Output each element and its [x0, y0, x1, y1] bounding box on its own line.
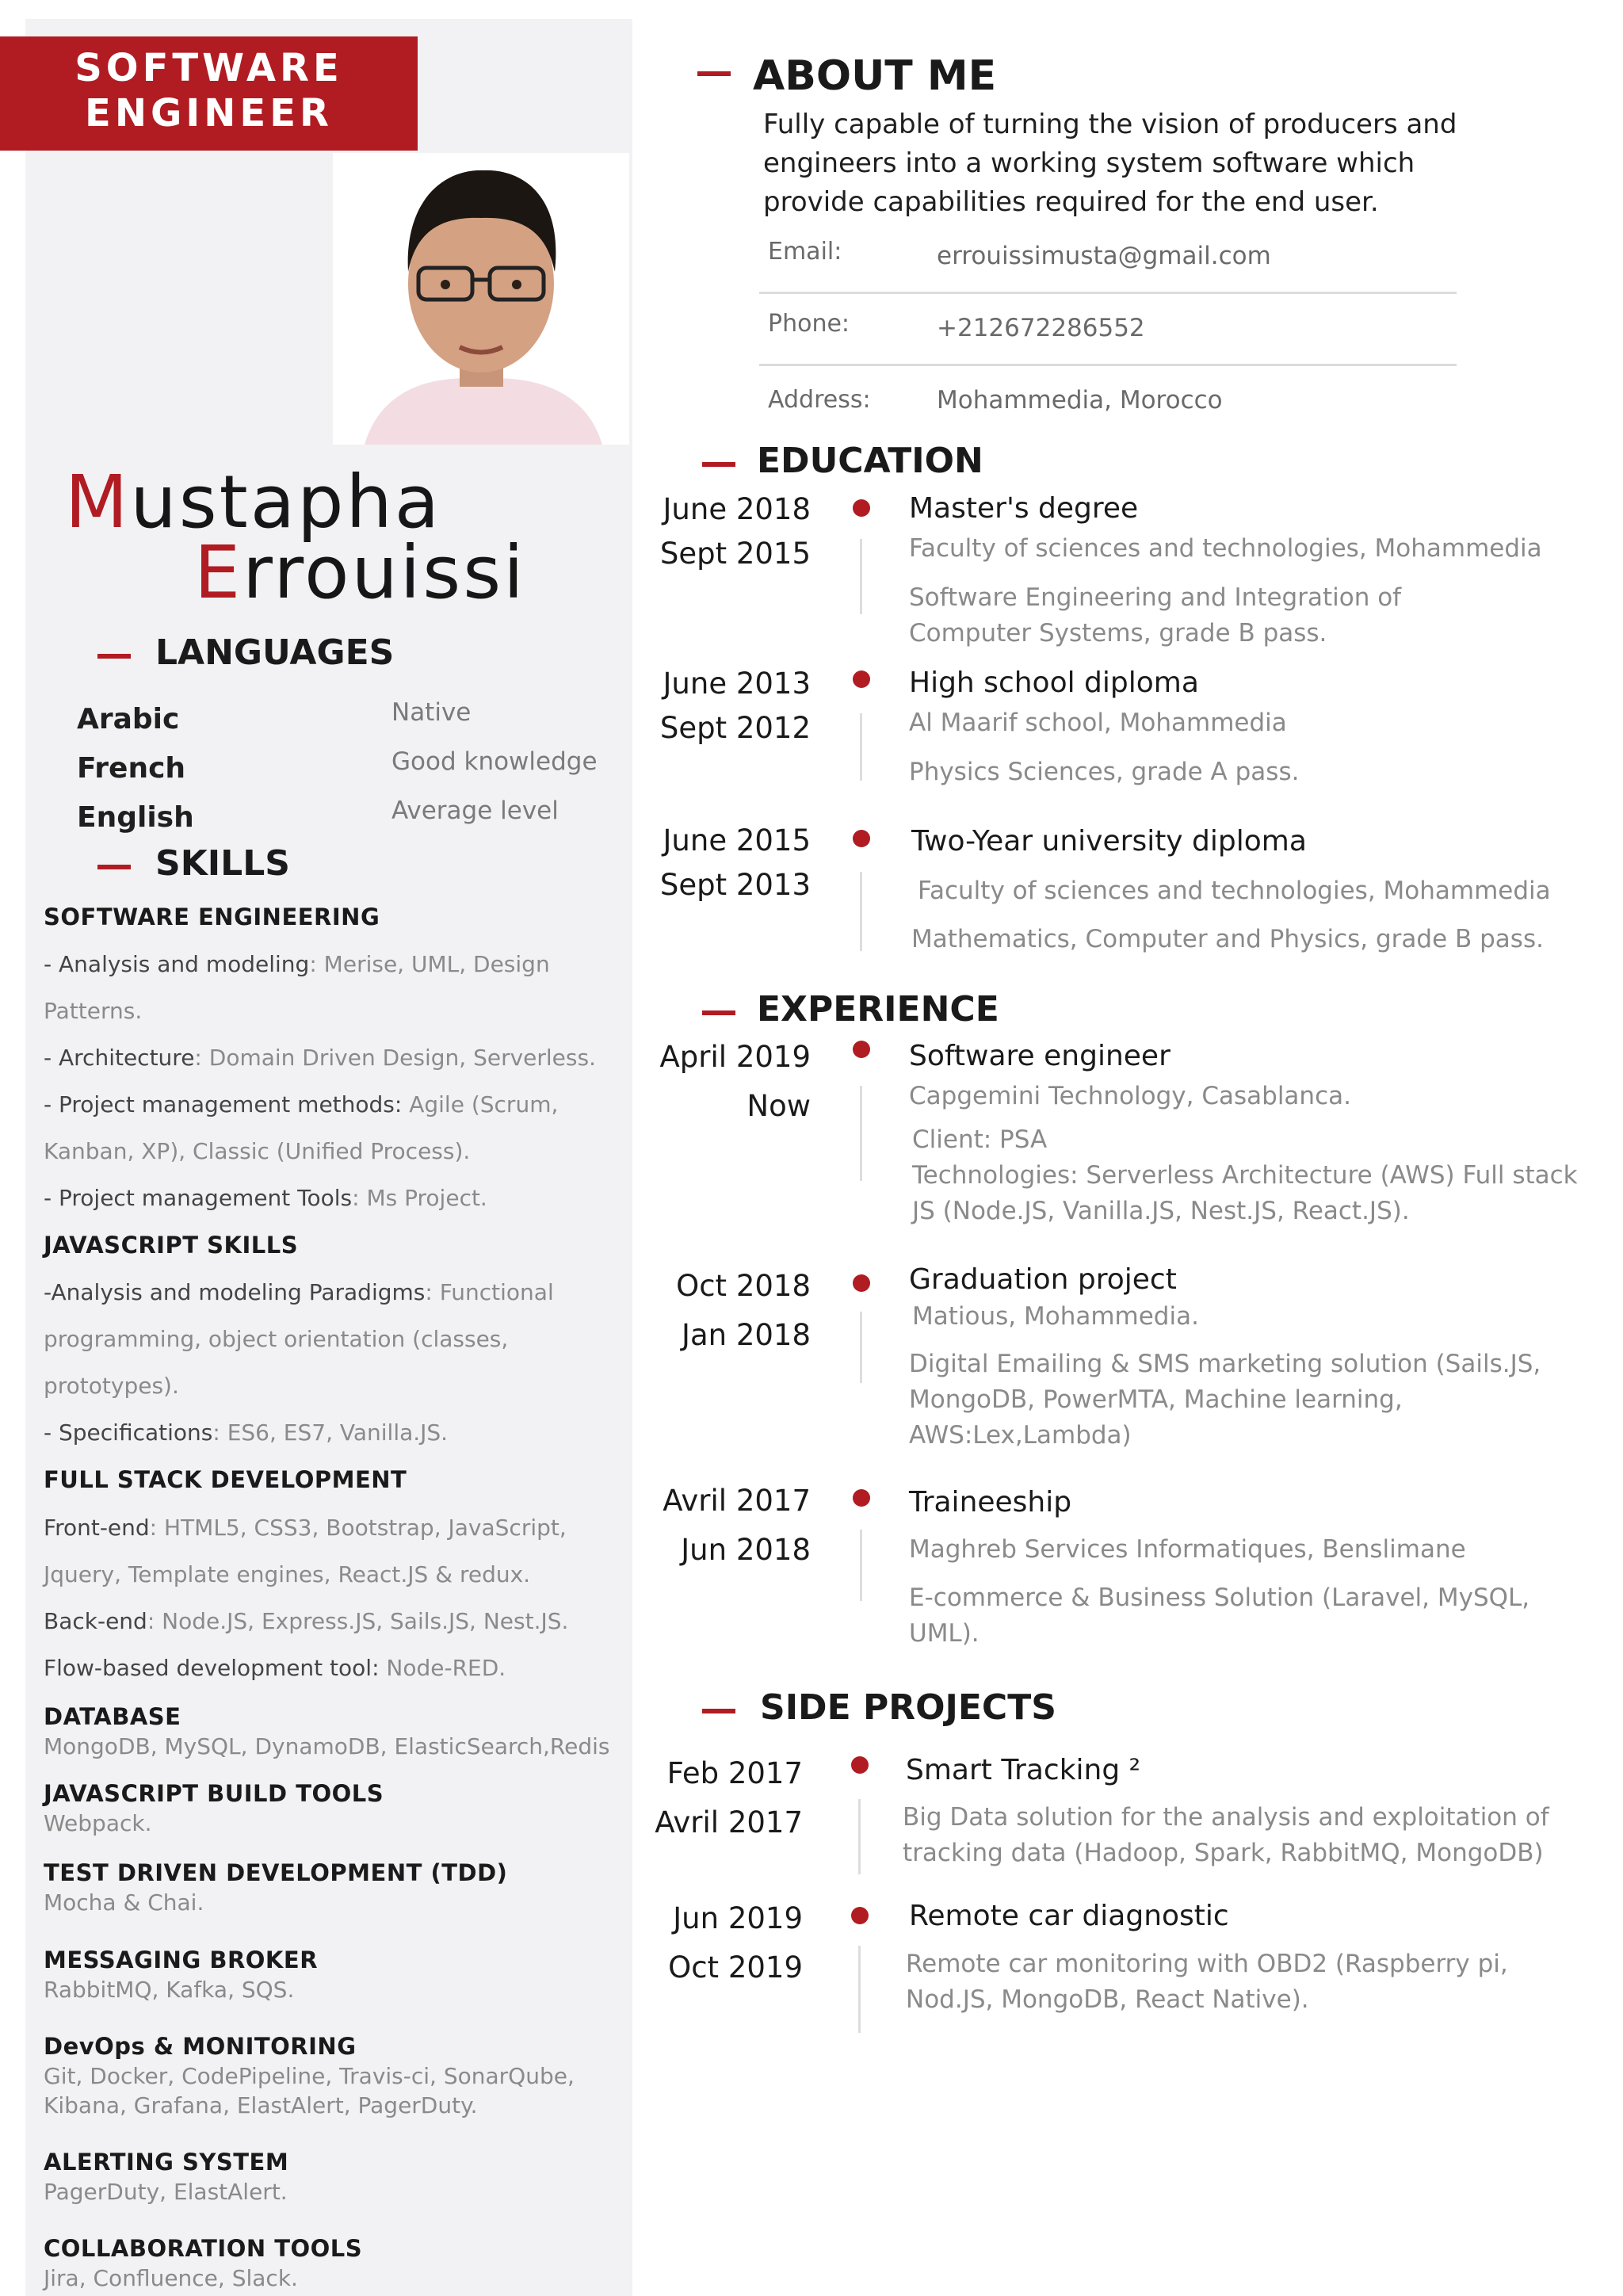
experience-heading-dash	[702, 1010, 735, 1015]
skill-group-heading: ALERTING SYSTEM	[44, 2149, 289, 2176]
skill-line: Mocha & Chai.	[44, 1889, 204, 1916]
skill-line	[44, 1047, 596, 1069]
timeline-dot	[853, 1041, 870, 1058]
phone-label: Phone:	[768, 310, 850, 338]
last-name-initial: E	[194, 530, 243, 615]
entry-detail: Maghreb Services Informatiques, Benslimane	[909, 1535, 1466, 1564]
entry-detail: E-commerce & Business Solution (Laravel, MySQL,	[909, 1584, 1530, 1612]
timeline-dot	[853, 830, 870, 847]
entry-detail: Nod.JS, MongoDB, React Native).	[906, 1985, 1309, 2014]
first-name-rest: ustapha	[130, 460, 442, 544]
entry-detail: Mathematics, Computer and Physics, grade B pass.	[911, 925, 1544, 953]
entry-detail: Software Engineering and Integration of	[909, 583, 1402, 612]
entry-detail: UML).	[909, 1619, 980, 1648]
date-end: Oct 2019	[668, 1950, 803, 1985]
entry-detail: Faculty of sciences and technologies, Mohammedia	[909, 534, 1542, 563]
skill-key: - Project management methods:	[44, 1091, 403, 1117]
profile-photo	[333, 153, 629, 445]
date-end: Jun 2018	[681, 1533, 811, 1567]
timeline-line	[860, 872, 862, 951]
timeline-dot	[853, 1274, 870, 1292]
timeline-dot	[853, 1489, 870, 1507]
entry-detail: Faculty of sciences and technologies, Mohammedia	[918, 877, 1551, 905]
skill-group-heading: DATABASE	[44, 1703, 181, 1730]
skill-value: : HTML5, CSS3, Bootstrap, JavaScript,	[149, 1515, 567, 1541]
languages-heading-dash	[97, 654, 131, 659]
skill-group-heading: TEST DRIVEN DEVELOPMENT (TDD)	[44, 1859, 508, 1886]
contact-divider	[759, 364, 1457, 366]
address-label: Address:	[768, 386, 871, 414]
email-label: Email:	[768, 238, 842, 266]
skill-line: Git, Docker, CodePipeline, Travis-ci, SonarQube,	[44, 2063, 575, 2089]
date-start: Sept 2012	[659, 711, 811, 745]
entry-title: Graduation project	[909, 1263, 1177, 1296]
address-value: Mohammedia, Morocco	[937, 386, 1223, 415]
date-end: June 2013	[663, 667, 811, 701]
language-level: Good knowledge	[391, 747, 598, 776]
entry-detail: Al Maarif school, Mohammedia	[909, 709, 1287, 737]
phone-value: +212672286552	[937, 314, 1145, 342]
entry-title: Smart Tracking ²	[906, 1754, 1141, 1786]
education-heading-dash	[702, 462, 735, 467]
first-name	[65, 460, 442, 544]
timeline-dot	[853, 499, 870, 517]
skill-line: prototypes).	[44, 1373, 179, 1399]
skill-key: Back-end	[44, 1608, 147, 1634]
date-start: Sept 2013	[659, 868, 811, 902]
entry-title: Traineeship	[909, 1486, 1072, 1519]
skill-line: Jira, Confluence, Slack.	[44, 2265, 298, 2291]
entry-detail: Physics Sciences, grade A pass.	[909, 758, 1300, 786]
skill-value: Agile (Scrum,	[402, 1091, 559, 1117]
skill-key: -Analysis and modeling Paradigms	[44, 1279, 426, 1305]
entry-detail: Technologies: Serverless Architecture (AWS) Full stack	[912, 1161, 1578, 1190]
entry-title: Remote car diagnostic	[909, 1900, 1229, 1932]
job-title-line-1: SOFTWARE	[74, 46, 343, 90]
skill-line: Patterns.	[44, 998, 143, 1024]
date-start: Avril 2017	[663, 1484, 811, 1518]
date-start: Jan 2018	[682, 1318, 811, 1352]
date-end: June 2015	[663, 823, 811, 858]
language-level: Native	[391, 698, 472, 727]
skill-line	[44, 1187, 487, 1209]
about-line: provide capabilities required for the end user.	[763, 186, 1379, 218]
skills-heading: SKILLS	[155, 843, 290, 884]
skill-line	[44, 1657, 506, 1679]
skill-key: - Architecture	[44, 1045, 195, 1071]
email-value: errouissimusta@gmail.com	[937, 242, 1271, 270]
education-heading: EDUCATION	[757, 441, 983, 481]
skill-line	[44, 1419, 449, 1446]
date-start: Sept 2015	[659, 537, 811, 571]
skill-value: : Merise, UML, Design	[309, 951, 550, 977]
timeline-line	[858, 1946, 861, 2033]
last-name	[194, 530, 526, 615]
skill-line: Kanban, XP), Classic (Unified Process).	[44, 1138, 471, 1164]
about-line: Fully capable of turning the vision of producers and	[763, 109, 1457, 140]
skill-line	[44, 953, 550, 976]
date-start: Feb 2017	[666, 1756, 803, 1790]
experience-heading: EXPERIENCE	[757, 989, 999, 1030]
skill-line: Webpack.	[44, 1810, 152, 1836]
last-name-rest: rrouissi	[242, 530, 526, 615]
skill-value: : Domain Driven Design, Serverless.	[194, 1045, 596, 1071]
entry-detail: AWS:Lex,Lambda)	[909, 1421, 1132, 1450]
skill-group-heading: JAVASCRIPT BUILD TOOLS	[44, 1780, 384, 1807]
skill-group-heading: FULL STACK DEVELOPMENT	[44, 1466, 407, 1493]
job-title-line-2: ENGINEER	[85, 91, 333, 136]
person-photo-icon	[333, 153, 629, 445]
projects-heading: SIDE PROJECTS	[760, 1687, 1056, 1728]
contact-divider	[759, 292, 1457, 294]
skill-key: - Project management Tools	[44, 1185, 353, 1211]
timeline-line	[860, 1086, 862, 1181]
entry-detail: Big Data solution for the analysis and exploitation of	[903, 1803, 1549, 1832]
skill-value: : Ms Project.	[352, 1185, 487, 1211]
about-heading-dash	[697, 71, 731, 76]
job-title-banner	[0, 36, 418, 151]
language-name: Arabic	[77, 703, 180, 735]
languages-heading: LANGUAGES	[155, 632, 395, 673]
entry-detail: Computer Systems, grade B pass.	[909, 619, 1327, 648]
entry-title: Master's degree	[909, 492, 1139, 525]
skill-line: PagerDuty, ElastAlert.	[44, 2179, 288, 2205]
date-start: Jun 2019	[673, 1901, 803, 1935]
timeline-dot	[851, 1907, 869, 1924]
date-end: Now	[747, 1089, 811, 1123]
entry-detail: MongoDB, PowerMTA, Machine learning,	[909, 1385, 1403, 1414]
about-heading: ABOUT ME	[753, 52, 997, 100]
skills-heading-dash	[97, 865, 131, 869]
timeline-line	[860, 1312, 862, 1383]
timeline-line	[860, 1530, 862, 1601]
entry-detail: Capgemini Technology, Casablanca.	[909, 1082, 1351, 1110]
skill-line: Kibana, Grafana, ElastAlert, PagerDuty.	[44, 2092, 478, 2118]
date-start: April 2019	[659, 1040, 811, 1074]
skill-line: MongoDB, MySQL, DynamoDB, ElasticSearch,Redis	[44, 1733, 610, 1759]
skill-line	[44, 1610, 568, 1633]
timeline-dot	[851, 1756, 869, 1774]
language-level: Average level	[391, 797, 559, 825]
skill-line: programming, object orientation (classes,	[44, 1326, 509, 1352]
timeline-line	[860, 713, 862, 781]
skill-key: Front-end	[44, 1515, 150, 1541]
entry-detail: Remote car monitoring with OBD2 (Raspberry pi,	[906, 1950, 1508, 1978]
projects-heading-dash	[702, 1709, 735, 1713]
timeline-dot	[853, 670, 870, 688]
entry-title: High school diploma	[909, 667, 1199, 699]
skill-group-heading: SOFTWARE ENGINEERING	[44, 904, 380, 930]
skill-line: Jquery, Template engines, React.JS & redux.	[44, 1561, 531, 1587]
skill-key: Flow-based development tool:	[44, 1655, 380, 1681]
timeline-line	[858, 1799, 861, 1874]
skill-group-heading: MESSAGING BROKER	[44, 1946, 319, 1973]
language-name: French	[77, 752, 186, 785]
skill-group-heading: COLLABORATION TOOLS	[44, 2235, 363, 2262]
date-end: Avril 2017	[655, 1805, 803, 1839]
entry-detail: JS (Node.JS, Vanilla.JS, Nest.JS, React.JS).	[912, 1197, 1410, 1225]
timeline-line	[860, 539, 862, 614]
skill-value: Node-RED.	[379, 1655, 506, 1681]
skill-group-heading: DevOps & MONITORING	[44, 2033, 357, 2060]
entry-detail: Digital Emailing & SMS marketing solution (Sails.JS,	[909, 1350, 1541, 1378]
skill-value: : Node.JS, Express.JS, Sails.JS, Nest.JS.	[147, 1608, 569, 1634]
entry-detail: Client: PSA	[912, 1125, 1048, 1154]
entry-detail: tracking data (Hadoop, Spark, RabbitMQ, MongoDB)	[903, 1839, 1544, 1867]
skill-line: RabbitMQ, Kafka, SQS.	[44, 1977, 295, 2003]
date-end: June 2018	[663, 492, 811, 526]
about-line: engineers into a working system software which	[763, 147, 1415, 179]
skill-key: - Analysis and modeling	[44, 951, 310, 977]
entry-title: Two-Year university diploma	[911, 825, 1307, 858]
skill-key: - Specifications	[44, 1419, 213, 1446]
skill-line	[44, 1517, 567, 1539]
skill-value: : Functional	[425, 1279, 554, 1305]
skill-line	[44, 1091, 559, 1117]
first-name-initial: M	[65, 460, 131, 544]
entry-detail: Matious, Mohammedia.	[912, 1302, 1199, 1331]
skill-group-heading: JAVASCRIPT SKILLS	[44, 1232, 299, 1259]
date-end: Oct 2018	[676, 1269, 811, 1303]
skill-value: : ES6, ES7, Vanilla.JS.	[212, 1419, 449, 1446]
skill-line	[44, 1279, 554, 1305]
entry-title: Software engineer	[909, 1040, 1170, 1072]
language-name: English	[77, 801, 194, 834]
